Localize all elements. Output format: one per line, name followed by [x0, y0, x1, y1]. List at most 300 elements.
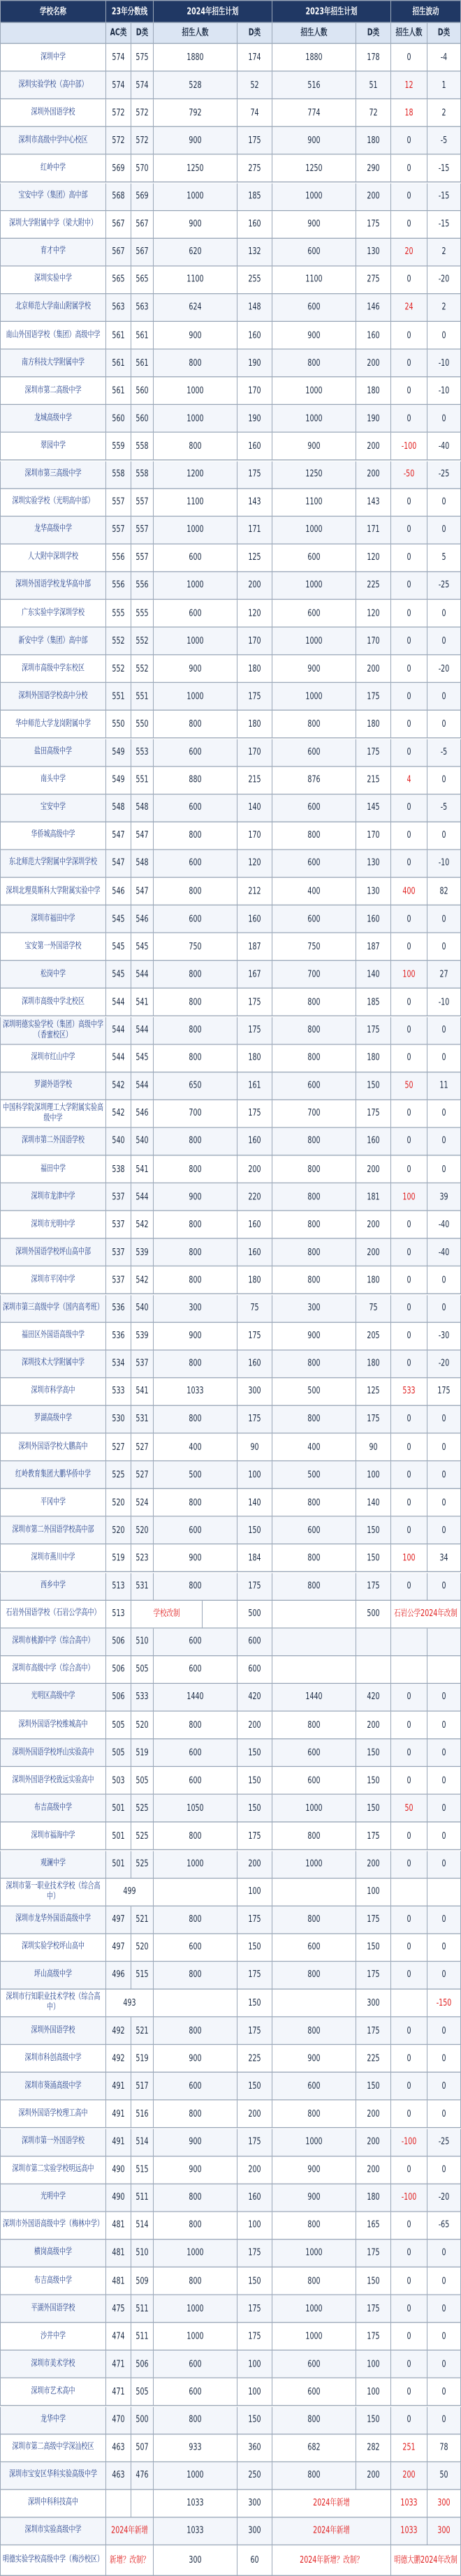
- school-name: 沙井中学: [0, 2323, 106, 2351]
- plan-2024-d: 140: [237, 794, 272, 822]
- plan-2024-d: 212: [237, 878, 272, 905]
- score-ac: 533: [106, 1378, 131, 1406]
- score-ac: 474: [106, 2323, 131, 2351]
- plan-2024-total: 1200: [154, 461, 237, 489]
- school-name: 南头中学: [0, 767, 106, 794]
- plan-2024-d: 190: [237, 350, 272, 378]
- plan-2024-d: 184: [237, 1545, 272, 1573]
- score-ac: 556: [106, 545, 131, 572]
- plan-2023-d: 170: [356, 822, 391, 850]
- plan-2024-d: 255: [237, 266, 272, 294]
- table-row: [0, 1295, 461, 1323]
- plan-2023-d: 143: [356, 489, 391, 517]
- score-d: 515: [131, 2156, 154, 2184]
- restructure-note: 学校改制: [131, 1601, 203, 1629]
- score-ac: 557: [106, 517, 131, 545]
- school-name: 南方科技大学附属中学: [0, 350, 106, 378]
- plan-2023-total: 800: [272, 1156, 356, 1184]
- score-ac: 475: [106, 2295, 131, 2323]
- score-d: 514: [131, 2129, 154, 2156]
- score-d: 527: [131, 1434, 154, 1462]
- table-row: [0, 378, 461, 406]
- table-row: [0, 0, 461, 23]
- change-total: 0: [391, 1350, 427, 1378]
- change-total: 0: [391, 350, 427, 378]
- school-name: 深圳市龙津中学: [0, 1183, 106, 1211]
- table-row: [0, 2212, 461, 2240]
- plan-2024-total: 800: [154, 1128, 237, 1156]
- score-d: 505: [131, 1767, 154, 1795]
- plan-2024-total: 620: [154, 239, 237, 267]
- score-ac: 542: [106, 1100, 131, 1128]
- plan-2024-d: 175: [237, 989, 272, 1017]
- score-d: 544: [131, 1016, 154, 1044]
- school-name: 深圳实验学校坪山高中: [0, 1934, 106, 1962]
- score-ac: 506: [106, 1684, 131, 1712]
- change-total: 0: [391, 322, 427, 350]
- plan-2024-d: 160: [237, 322, 272, 350]
- school-name: 罗湖高级中学: [0, 1406, 106, 1434]
- plan-2024-total: [154, 1879, 237, 1907]
- score-ac: 545: [106, 961, 131, 989]
- score-d: 537: [131, 1350, 154, 1378]
- change-total: 0: [391, 406, 427, 434]
- plan-2023-d: 200: [356, 1712, 391, 1740]
- header-total-2024: 招生人数: [154, 23, 237, 44]
- change-d: 39: [427, 1183, 461, 1211]
- change-d: 0: [427, 628, 461, 656]
- score-d: 506: [131, 2351, 154, 2379]
- plan-2024-total: 800: [154, 1156, 237, 1184]
- plan-2023-total: 800: [272, 2462, 356, 2490]
- change-d: -5: [427, 794, 461, 822]
- plan-2023-total: 700: [272, 961, 356, 989]
- plan-2023-d: 190: [356, 406, 391, 434]
- change-d: -10: [427, 378, 461, 406]
- school-name: 深圳市科学高中: [0, 1378, 106, 1406]
- change-total: 100: [391, 961, 427, 989]
- plan-2023-total: 1000: [272, 2240, 356, 2267]
- table-row: [0, 600, 461, 628]
- change-total: -100: [391, 433, 427, 461]
- school-name: 深圳市桃源中学（综合高中）: [0, 1628, 106, 1656]
- plan-2024-total: 528: [154, 72, 237, 100]
- plan-2023-total: 1440: [272, 1684, 356, 1712]
- plan-2024-total: 600: [154, 1628, 237, 1656]
- change-total: 0: [391, 850, 427, 878]
- plan-2023-total: 800: [272, 1962, 356, 1990]
- plan-2023-total: 800: [272, 1712, 356, 1740]
- table-row: [0, 239, 461, 267]
- score-ac: 565: [106, 266, 131, 294]
- score-d: 505: [131, 2378, 154, 2406]
- score-d: 558: [131, 433, 154, 461]
- score-d: 561: [131, 322, 154, 350]
- plan-2024-d: 180: [237, 1044, 272, 1072]
- plan-2024-d: 220: [237, 1183, 272, 1211]
- header-d: D类: [131, 23, 154, 44]
- score-ac: 572: [106, 127, 131, 155]
- plan-2024-total: 1250: [154, 155, 237, 183]
- score-d: 551: [131, 683, 154, 711]
- plan-2024-d: 200: [237, 1712, 272, 1740]
- change-d: -5: [427, 739, 461, 767]
- plan-2024-d: 160: [237, 1239, 272, 1267]
- plan-2024-total: 300: [154, 1295, 237, 1323]
- school-name: 深圳市宝安区华科实验高级中学: [0, 2462, 106, 2490]
- change-d: 5: [427, 545, 461, 572]
- table-row: [0, 2073, 461, 2101]
- table-row: [0, 461, 461, 489]
- score-d: 520: [131, 1934, 154, 1962]
- table-row: [0, 545, 461, 572]
- plan-2023-d: 225: [356, 2045, 391, 2073]
- table-row: [0, 1434, 461, 1462]
- plan-2023-d: 150: [356, 1934, 391, 1962]
- plan-2024-total: 800: [154, 1906, 237, 1934]
- change-d: -20: [427, 656, 461, 683]
- score-ac: 574: [106, 72, 131, 100]
- table-row: [0, 322, 461, 350]
- plan-2023-d: [356, 1628, 391, 1656]
- change-total: 0: [391, 489, 427, 517]
- school-name: 布吉高级中学: [0, 2267, 106, 2295]
- score-ac: 557: [106, 489, 131, 517]
- change-d: 0: [427, 1962, 461, 1990]
- plan-2024-d: 160: [237, 1128, 272, 1156]
- change-d: -25: [427, 572, 461, 600]
- change-d: 175: [427, 1378, 461, 1406]
- plan-2023-total: 1000: [272, 183, 356, 211]
- score-d: 524: [131, 1489, 154, 1517]
- school-name: 深圳市实验高级中学: [0, 2517, 106, 2545]
- table-row: [0, 1545, 461, 1573]
- score-d: 541: [131, 1378, 154, 1406]
- plan-2023-d: 180: [356, 1350, 391, 1378]
- header-ac: AC类: [106, 23, 131, 44]
- plan-2024-d: 170: [237, 628, 272, 656]
- plan-2024-d: 180: [237, 656, 272, 683]
- score-d: 561: [131, 350, 154, 378]
- plan-2023-total: 300: [272, 1295, 356, 1323]
- plan-2023-d: 200: [356, 1239, 391, 1267]
- table-row: [0, 850, 461, 878]
- plan-2023-total: 800: [272, 2267, 356, 2295]
- plan-2024-total: 800: [154, 1016, 237, 1044]
- plan-2023-total: 600: [272, 2073, 356, 2101]
- change-total: 0: [391, 822, 427, 850]
- change-d: 0: [427, 1851, 461, 1879]
- change-total: 0: [391, 1016, 427, 1044]
- change-total: 0: [391, 1934, 427, 1962]
- score-d: 567: [131, 239, 154, 267]
- change-total: 200: [391, 2462, 427, 2490]
- score-ac: 551: [106, 683, 131, 711]
- plan-2023-d: 200: [356, 656, 391, 683]
- plan-2024-d: 90: [237, 1434, 272, 1462]
- plan-2023-d: 200: [356, 2156, 391, 2184]
- change-d: -40: [427, 433, 461, 461]
- score-d: 521: [131, 1906, 154, 1934]
- change-d: 0: [427, 322, 461, 350]
- school-name: 深圳外国语学校理工高中: [0, 2101, 106, 2129]
- score-ac: 530: [106, 1406, 131, 1434]
- header-plan-2024: 2024年招生计划: [154, 0, 272, 23]
- score-ac: 490: [106, 2156, 131, 2184]
- plan-2023-d: [356, 1656, 391, 1684]
- plan-2023-d: 180: [356, 2184, 391, 2212]
- score-ac: 537: [106, 1239, 131, 1267]
- school-name: 深圳市燕川中学: [0, 1545, 106, 1573]
- score-ac: 549: [106, 739, 131, 767]
- plan-2023-total: 600: [272, 2378, 356, 2406]
- header-change: 招生波动: [391, 0, 461, 23]
- score-ac: 506: [106, 1628, 131, 1656]
- score-ac: 501: [106, 1795, 131, 1823]
- plan-2023-d: 200: [356, 433, 391, 461]
- plan-2023-total: 800: [272, 350, 356, 378]
- plan-2024-d: 150: [237, 1740, 272, 1768]
- score-d: 560: [131, 378, 154, 406]
- change-d: 0: [427, 2101, 461, 2129]
- plan-2024-total: 300: [154, 2545, 237, 2576]
- change-d: 0: [427, 2351, 461, 2379]
- score-ac: 536: [106, 1322, 131, 1350]
- change-total: 0: [391, 378, 427, 406]
- table-row: [0, 2267, 461, 2295]
- plan-2023-total: 400: [272, 1434, 356, 1462]
- plan-2023-d: 120: [356, 545, 391, 572]
- change-d: 50: [427, 2462, 461, 2490]
- score-ac: 544: [106, 1044, 131, 1072]
- score-d: 563: [131, 294, 154, 322]
- plan-2024-total: 1100: [154, 266, 237, 294]
- change-d: [427, 1628, 461, 1656]
- score-ac: 519: [106, 1545, 131, 1573]
- score-ac: 561: [106, 378, 131, 406]
- change-total: 0: [391, 1100, 427, 1128]
- table-row: [0, 2406, 461, 2434]
- change-total: 0: [391, 2406, 427, 2434]
- plan-2024-total: 800: [154, 1350, 237, 1378]
- change-note: 石岩公学2024年改制: [391, 1601, 461, 1629]
- school-name: 人大附中深圳学校: [0, 545, 106, 572]
- school-name: 深圳市龙华外国语高级中学: [0, 1906, 106, 1934]
- score-ac: 546: [106, 878, 131, 905]
- plan-2024-total: 800: [154, 878, 237, 905]
- plan-2023-d: 175: [356, 1016, 391, 1044]
- plan-2024-total: 1100: [154, 489, 237, 517]
- change-total: 0: [391, 1962, 427, 1990]
- change-total: 0: [391, 572, 427, 600]
- school-name: 宝安中学（集团）高中部: [0, 183, 106, 211]
- plan-2023-d: 130: [356, 850, 391, 878]
- plan-2023-d: 72: [356, 100, 391, 128]
- plan-2023-total: 1000: [272, 2323, 356, 2351]
- change-d: 0: [427, 1489, 461, 1517]
- change-total: 0: [391, 2212, 427, 2240]
- change-total: 0: [391, 1712, 427, 1740]
- plan-2023-total: 1000: [272, 1795, 356, 1823]
- plan-2024-total: 1000: [154, 183, 237, 211]
- plan-2024-total: 800: [154, 350, 237, 378]
- score-d: 556: [131, 572, 154, 600]
- plan-2024-total: 800: [154, 1962, 237, 1990]
- plan-2023-d: 150: [356, 1795, 391, 1823]
- score-ac: 536: [106, 1295, 131, 1323]
- plan-2023-d: 160: [356, 905, 391, 933]
- new-or-restructure-note: 新增？改制？: [106, 2545, 154, 2576]
- score-ac: 545: [106, 933, 131, 961]
- plan-2023-total: 800: [272, 2018, 356, 2045]
- score-d: 510: [131, 1628, 154, 1656]
- change-total: 0: [391, 1156, 427, 1184]
- plan-2023-d: 275: [356, 266, 391, 294]
- plan-2023-total: 800: [272, 2406, 356, 2434]
- plan-2024-d: 300: [237, 2490, 272, 2518]
- plan-2023-d: 150: [356, 2267, 391, 2295]
- plan-2024-d: 140: [237, 1489, 272, 1517]
- plan-2024-total: 600: [154, 1767, 237, 1795]
- plan-2024-total: 1000: [154, 406, 237, 434]
- score-ac: 534: [106, 1350, 131, 1378]
- plan-2024-total: 800: [154, 1239, 237, 1267]
- plan-2023-total: 500: [272, 1378, 356, 1406]
- header-plan-2023: 2023年招生计划: [272, 0, 391, 23]
- plan-2024-d: 160: [237, 433, 272, 461]
- plan-2023-d: 146: [356, 294, 391, 322]
- score-d: 539: [131, 1322, 154, 1350]
- change-d: 0: [427, 2323, 461, 2351]
- plan-2024-d: 132: [237, 239, 272, 267]
- table-row: [0, 1934, 461, 1962]
- school-name: 深圳外国语学校高中分校: [0, 683, 106, 711]
- score-d: 509: [131, 2267, 154, 2295]
- change-total: 0: [391, 1740, 427, 1768]
- score-d: [131, 2490, 154, 2518]
- school-name: 深圳市艺术高中: [0, 2378, 106, 2406]
- plan-2023-total: 800: [272, 1211, 356, 1239]
- plan-2024-total: 1033: [154, 2490, 237, 2518]
- table-row: [0, 517, 461, 545]
- school-name: 罗湖外语学校: [0, 1072, 106, 1100]
- plan-2024-d: 200: [237, 2101, 272, 2129]
- plan-2023-total: 1000: [272, 1851, 356, 1879]
- score-d: 545: [131, 933, 154, 961]
- score-d: 500: [131, 2406, 154, 2434]
- plan-2023-total: 600: [272, 905, 356, 933]
- plan-2024-total: 1000: [154, 628, 237, 656]
- plan-2024-total: 1440: [154, 1684, 237, 1712]
- plan-2023-total: 600: [272, 850, 356, 878]
- table-row: [0, 905, 461, 933]
- plan-2024-total: 1000: [154, 1851, 237, 1879]
- plan-2024-total: 900: [154, 2156, 237, 2184]
- plan-2023-d: 200: [356, 2101, 391, 2129]
- school-name: 深圳市美术学校: [0, 2351, 106, 2379]
- plan-2024-total: 600: [154, 2351, 237, 2379]
- plan-2024-d: 200: [237, 2156, 272, 2184]
- plan-2023-d: 225: [356, 572, 391, 600]
- change-d: -15: [427, 211, 461, 239]
- plan-2023-d: 180: [356, 1044, 391, 1072]
- table-row: [0, 294, 461, 322]
- plan-2024-d: 175: [237, 1016, 272, 1044]
- plan-2023-total: 900: [272, 322, 356, 350]
- change-d: 0: [427, 1712, 461, 1740]
- score-ac: 542: [106, 1072, 131, 1100]
- score-ac: 492: [106, 2018, 131, 2045]
- change-total: 0: [391, 1406, 427, 1434]
- table-row: [0, 406, 461, 434]
- new-or-restructure-note: 2024年新增？改制？: [272, 2545, 391, 2576]
- plan-2024-total: 600: [154, 1740, 237, 1768]
- plan-2023-total: 600: [272, 2351, 356, 2379]
- plan-2023-total: 900: [272, 433, 356, 461]
- change-total: -50: [391, 461, 427, 489]
- score-ac: 491: [106, 2101, 131, 2129]
- plan-2024-total: 600: [154, 794, 237, 822]
- header-score-line: 23年分数线: [106, 0, 154, 23]
- plan-2023-total: [272, 1990, 356, 2018]
- plan-2024-total: 800: [154, 1406, 237, 1434]
- plan-2023-d: 175: [356, 1906, 391, 1934]
- table-row: [0, 1044, 461, 1072]
- plan-2023-total: 1000: [272, 378, 356, 406]
- score-ac: 556: [106, 572, 131, 600]
- school-name: 光明区高级中学: [0, 1684, 106, 1712]
- plan-2023-total: 600: [272, 294, 356, 322]
- plan-2024-total: 750: [154, 933, 237, 961]
- plan-2024-d: 175: [237, 1322, 272, 1350]
- school-name: 石岩外国语学校（石岩公学高中）: [0, 1601, 106, 1629]
- plan-2023-d: 175: [356, 1823, 391, 1851]
- school-name: 深圳市科创高级中学: [0, 2045, 106, 2073]
- school-name: 深圳北理莫斯科大学附属实验中学: [0, 878, 106, 905]
- table-row: [0, 989, 461, 1017]
- table-row: [0, 2545, 461, 2576]
- score-ac: 490: [106, 2184, 131, 2212]
- table-row: [0, 1879, 461, 1907]
- change-total: [391, 1990, 427, 2018]
- plan-2024-total: 700: [154, 1100, 237, 1128]
- plan-2024-total: 600: [154, 2378, 237, 2406]
- plan-2024-d: 150: [237, 2406, 272, 2434]
- change-d: [427, 1879, 461, 1907]
- change-total: 1033: [391, 2490, 427, 2518]
- plan-2023-d: 130: [356, 878, 391, 905]
- change-total: 50: [391, 1795, 427, 1823]
- change-total: 0: [391, 1489, 427, 1517]
- plan-2024-d: 170: [237, 739, 272, 767]
- school-name: 深圳外国语学校坪山实验高中: [0, 1740, 106, 1768]
- plan-2024-d: 300: [237, 2517, 272, 2545]
- score-d: 552: [131, 656, 154, 683]
- plan-2024-d: 175: [237, 2295, 272, 2323]
- change-d: 0: [427, 2240, 461, 2267]
- plan-2024-d: 74: [237, 100, 272, 128]
- plan-2024-d: 100: [237, 1461, 272, 1489]
- plan-2023-total: 800: [272, 1823, 356, 1851]
- change-d: 0: [427, 1767, 461, 1795]
- change-d: -15: [427, 183, 461, 211]
- change-d: -20: [427, 1350, 461, 1378]
- plan-2023-total: [272, 1656, 356, 1684]
- table-row: [0, 822, 461, 850]
- change-total: 533: [391, 1378, 427, 1406]
- plan-2024-d: 150: [237, 2267, 272, 2295]
- table-row: [0, 1517, 461, 1545]
